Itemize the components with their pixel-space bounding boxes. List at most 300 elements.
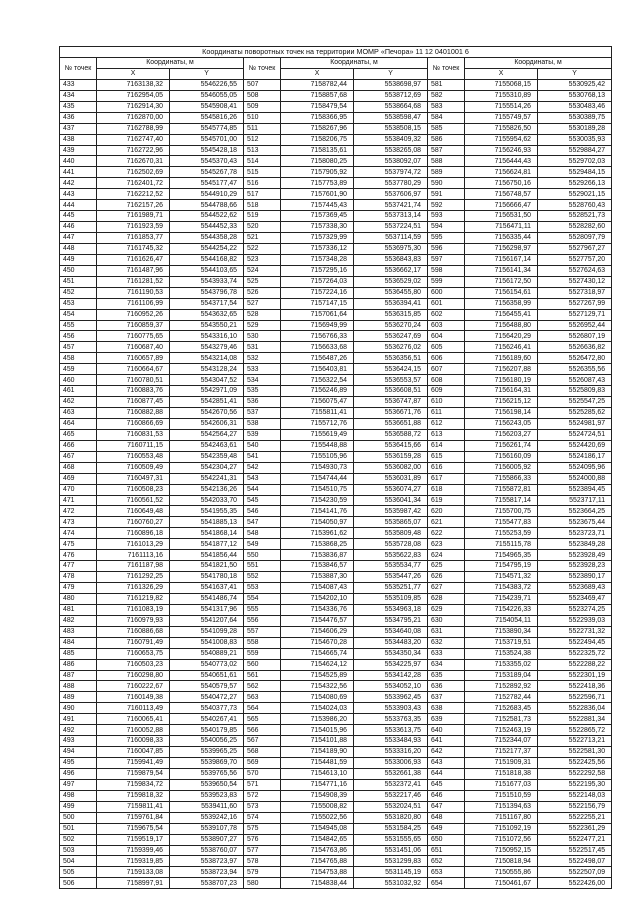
x-coordinate-cell: 7155068,15 [465,79,538,90]
y-coordinate-cell: 5543933,74 [170,276,244,287]
x-coordinate-cell: 7156766,33 [281,331,354,342]
x-coordinate-cell: 7160508,23 [97,484,170,495]
point-number-cell: 495 [60,758,97,769]
point-number-cell: 490 [60,703,97,714]
point-number-cell: 438 [60,134,97,145]
x-coordinate-cell: 7156160,09 [465,451,538,462]
point-number-cell: 614 [428,440,465,451]
x-coordinate-cell: 7156246,89 [281,386,354,397]
y-coordinate-cell: 5525547,25 [538,397,612,408]
y-coordinate-cell: 5542136,26 [170,484,244,495]
table-row [60,495,612,506]
table-row [60,517,612,528]
table-row [60,386,612,397]
x-coordinate-cell: 7160882,88 [97,408,170,419]
y-coordinate-cell: 5535622,83 [354,550,428,561]
point-number-cell: 592 [428,200,465,211]
point-number-cell: 482 [60,615,97,626]
point-number-cell: 632 [428,637,465,648]
y-coordinate-cell: 5538723,97 [170,856,244,867]
y-coordinate-cell: 5523928,49 [538,550,612,561]
point-number-cell: 569 [244,758,281,769]
y-coordinate-cell: 5522939,03 [538,615,612,626]
point-number-cell: 446 [60,222,97,233]
y-coordinate-cell: 5523849,28 [538,539,612,550]
y-coordinate-cell: 5524186,17 [538,451,612,462]
point-number-cell: 448 [60,243,97,254]
y-coordinate-cell: 5527430,12 [538,276,612,287]
table-row [60,703,612,714]
y-coordinate-cell: 5540651,61 [170,670,244,681]
y-coordinate-cell: 5528097,79 [538,233,612,244]
table-row [60,528,612,539]
point-number-cell: 573 [244,801,281,812]
y-coordinate-cell: 5522498,07 [538,856,612,867]
point-number-cell: 477 [60,561,97,572]
x-coordinate-cell: 7155700,75 [465,506,538,517]
table-row [60,583,612,594]
x-coordinate-cell: 7162502,69 [97,167,170,178]
x-coordinate-cell: 7161626,47 [97,254,170,265]
y-coordinate-cell: 5535251,77 [354,583,428,594]
header-point-no: № точек [428,58,465,80]
y-coordinate-cell: 5539965,25 [170,747,244,758]
y-coordinate-cell: 5544522,62 [170,211,244,222]
y-coordinate-cell: 5533316,20 [354,747,428,758]
y-coordinate-cell: 5525285,62 [538,408,612,419]
header-row-1 [60,58,612,69]
header-x: X [97,68,170,79]
point-number-cell: 627 [428,583,465,594]
point-number-cell: 598 [428,265,465,276]
x-coordinate-cell: 7156261,74 [465,440,538,451]
x-coordinate-cell: 7162747,40 [97,134,170,145]
point-number-cell: 527 [244,298,281,309]
y-coordinate-cell: 5526636,82 [538,342,612,353]
y-coordinate-cell: 5545701,00 [170,134,244,145]
y-coordinate-cell: 5538092,07 [354,156,428,167]
x-coordinate-cell: 7158135,61 [281,145,354,156]
point-number-cell: 503 [60,845,97,856]
point-number-cell: 603 [428,320,465,331]
y-coordinate-cell: 5543128,24 [170,364,244,375]
y-coordinate-cell: 5523274,25 [538,604,612,615]
x-coordinate-cell: 7154624,12 [281,659,354,670]
point-number-cell: 566 [244,725,281,736]
y-coordinate-cell: 5541885,13 [170,517,244,528]
header-point-no: № точек [244,58,281,80]
point-number-cell: 516 [244,178,281,189]
x-coordinate-cell: 7162914,30 [97,101,170,112]
y-coordinate-cell: 5522581,30 [538,747,612,758]
point-number-cell: 593 [428,211,465,222]
y-coordinate-cell: 5541317,96 [170,604,244,615]
x-coordinate-cell: 7155954,62 [465,134,538,145]
x-coordinate-cell: 7160877,45 [97,397,170,408]
y-coordinate-cell: 5527318,97 [538,287,612,298]
point-number-cell: 471 [60,495,97,506]
table-row [60,725,612,736]
y-coordinate-cell: 5544788,66 [170,200,244,211]
y-coordinate-cell: 5541877,12 [170,539,244,550]
table-title: Координаты поворотных точек на территории МОМР «Печора» 11 12 0401001 6 [60,47,612,58]
y-coordinate-cell: 5545774,85 [170,123,244,134]
table-row [60,408,612,419]
point-number-cell: 563 [244,692,281,703]
y-coordinate-cell: 5537313,14 [354,211,428,222]
y-coordinate-cell: 5523890,17 [538,572,612,583]
y-coordinate-cell: 5522731,32 [538,626,612,637]
y-coordinate-cell: 5522713,21 [538,736,612,747]
y-coordinate-cell: 5539765,56 [170,768,244,779]
x-coordinate-cell: 7151072,56 [465,834,538,845]
y-coordinate-cell: 5524981,97 [538,418,612,429]
y-coordinate-cell: 5535987,42 [354,506,428,517]
x-coordinate-cell: 7159519,17 [97,834,170,845]
x-coordinate-cell: 7160149,38 [97,692,170,703]
point-number-cell: 599 [428,276,465,287]
y-coordinate-cell: 5533484,93 [354,736,428,747]
y-coordinate-cell: 5538712,69 [354,90,428,101]
point-number-cell: 643 [428,758,465,769]
point-number-cell: 507 [244,79,281,90]
table-row [60,681,612,692]
y-coordinate-cell: 5523894,45 [538,484,612,495]
point-number-cell: 496 [60,768,97,779]
point-number-cell: 541 [244,451,281,462]
x-coordinate-cell: 7155866,33 [465,473,538,484]
point-number-cell: 622 [428,528,465,539]
y-coordinate-cell: 5536041,34 [354,495,428,506]
header-coords: Координаты, м [465,58,612,69]
point-number-cell: 579 [244,867,281,878]
y-coordinate-cell: 5526807,19 [538,331,612,342]
x-coordinate-cell: 7150818,94 [465,856,538,867]
y-coordinate-cell: 5541821,50 [170,561,244,572]
y-coordinate-cell: 5545370,43 [170,156,244,167]
header-x: X [465,68,538,79]
x-coordinate-cell: 7160664,67 [97,364,170,375]
table-row [60,878,612,889]
x-coordinate-cell: 7157295,16 [281,265,354,276]
y-coordinate-cell: 5526952,44 [538,320,612,331]
y-coordinate-cell: 5536394,41 [354,298,428,309]
point-number-cell: 440 [60,156,97,167]
x-coordinate-cell: 7160775,65 [97,331,170,342]
point-number-cell: 443 [60,189,97,200]
x-coordinate-cell: 7154670,28 [281,637,354,648]
x-coordinate-cell: 7156487,26 [281,353,354,364]
x-coordinate-cell: 7157445,43 [281,200,354,211]
y-coordinate-cell: 5527624,63 [538,265,612,276]
y-coordinate-cell: 5522255,21 [538,812,612,823]
point-number-cell: 499 [60,801,97,812]
point-number-cell: 551 [244,561,281,572]
point-number-cell: 508 [244,90,281,101]
point-number-cell: 648 [428,812,465,823]
x-coordinate-cell: 7157601,90 [281,189,354,200]
point-number-cell: 526 [244,287,281,298]
y-coordinate-cell: 5538508,15 [354,123,428,134]
point-number-cell: 548 [244,528,281,539]
x-coordinate-cell: 7163138,32 [97,79,170,90]
point-number-cell: 557 [244,626,281,637]
table-row [60,768,612,779]
x-coordinate-cell: 7160896,18 [97,528,170,539]
x-coordinate-cell: 7155022,56 [281,812,354,823]
point-number-cell: 463 [60,408,97,419]
x-coordinate-cell: 7160561,52 [97,495,170,506]
point-number-cell: 631 [428,626,465,637]
x-coordinate-cell: 7160791,49 [97,637,170,648]
y-coordinate-cell: 5544452,33 [170,222,244,233]
point-number-cell: 609 [428,386,465,397]
point-number-cell: 582 [428,90,465,101]
y-coordinate-cell: 5530925,42 [538,79,612,90]
x-coordinate-cell: 7161853,77 [97,233,170,244]
point-number-cell: 531 [244,342,281,353]
y-coordinate-cell: 5534052,10 [354,681,428,692]
y-coordinate-cell: 5536608,51 [354,386,428,397]
point-number-cell: 581 [428,79,465,90]
point-number-cell: 540 [244,440,281,451]
x-coordinate-cell: 7154571,32 [465,572,538,583]
y-coordinate-cell: 5544254,22 [170,243,244,254]
x-coordinate-cell: 7162722,96 [97,145,170,156]
table-row [60,736,612,747]
y-coordinate-cell: 5535865,07 [354,517,428,528]
point-number-cell: 434 [60,90,97,101]
x-coordinate-cell: 7154753,88 [281,867,354,878]
point-number-cell: 628 [428,593,465,604]
point-number-cell: 510 [244,112,281,123]
x-coordinate-cell: 7154024,03 [281,703,354,714]
point-number-cell: 476 [60,550,97,561]
y-coordinate-cell: 5527129,71 [538,309,612,320]
y-coordinate-cell: 5523689,43 [538,583,612,594]
point-number-cell: 506 [60,878,97,889]
y-coordinate-cell: 5536031,89 [354,473,428,484]
y-coordinate-cell: 5530768,13 [538,90,612,101]
point-number-cell: 535 [244,386,281,397]
point-number-cell: 480 [60,593,97,604]
x-coordinate-cell: 7153524,38 [465,648,538,659]
x-coordinate-cell: 7156172,50 [465,276,538,287]
y-coordinate-cell: 5538760,07 [170,845,244,856]
y-coordinate-cell: 5530035,93 [538,134,612,145]
y-coordinate-cell: 5534483,20 [354,637,428,648]
point-number-cell: 542 [244,462,281,473]
x-coordinate-cell: 7156246,93 [465,145,538,156]
x-coordinate-cell: 7151510,59 [465,790,538,801]
y-coordinate-cell: 5529266,13 [538,178,612,189]
x-coordinate-cell: 7160859,37 [97,320,170,331]
title-row [60,47,612,58]
x-coordinate-cell: 7153846,57 [281,561,354,572]
table-row [60,615,612,626]
y-coordinate-cell: 5522301,19 [538,670,612,681]
y-coordinate-cell: 5537114,59 [354,233,428,244]
x-coordinate-cell: 7156471,11 [465,222,538,233]
point-number-cell: 519 [244,211,281,222]
point-number-cell: 588 [428,156,465,167]
y-coordinate-cell: 5529021,15 [538,189,612,200]
point-number-cell: 497 [60,779,97,790]
x-coordinate-cell: 7156666,47 [465,200,538,211]
x-coordinate-cell: 7161013,29 [97,539,170,550]
y-coordinate-cell: 5522325,72 [538,648,612,659]
x-coordinate-cell: 7161745,32 [97,243,170,254]
table-row [60,254,612,265]
point-number-cell: 491 [60,714,97,725]
x-coordinate-cell: 7154230,59 [281,495,354,506]
y-coordinate-cell: 5531032,92 [354,878,428,889]
y-coordinate-cell: 5544168,82 [170,254,244,265]
x-coordinate-cell: 7160047,85 [97,747,170,758]
x-coordinate-cell: 7154141,76 [281,506,354,517]
point-number-cell: 619 [428,495,465,506]
y-coordinate-cell: 5543214,08 [170,353,244,364]
x-coordinate-cell: 7156322,54 [281,375,354,386]
x-coordinate-cell: 7161281,52 [97,276,170,287]
point-number-cell: 553 [244,583,281,594]
x-coordinate-cell: 7162954,05 [97,90,170,101]
x-coordinate-cell: 7154613,10 [281,768,354,779]
table-row [60,834,612,845]
y-coordinate-cell: 5536651,88 [354,418,428,429]
table-row [60,331,612,342]
point-number-cell: 623 [428,539,465,550]
point-number-cell: 647 [428,801,465,812]
y-coordinate-cell: 5523675,44 [538,517,612,528]
table-row [60,550,612,561]
point-number-cell: 565 [244,714,281,725]
x-coordinate-cell: 7153355,02 [465,659,538,670]
x-coordinate-cell: 7154015,96 [281,725,354,736]
point-number-cell: 556 [244,615,281,626]
y-coordinate-cell: 5531451,06 [354,845,428,856]
y-coordinate-cell: 5539242,16 [170,812,244,823]
point-number-cell: 529 [244,320,281,331]
x-coordinate-cell: 7157147,15 [281,298,354,309]
table-row [60,418,612,429]
table-row [60,200,612,211]
x-coordinate-cell: 7160222,67 [97,681,170,692]
document-page [59,46,611,889]
point-number-cell: 635 [428,670,465,681]
table-row [60,648,612,659]
y-coordinate-cell: 5536424,15 [354,364,428,375]
y-coordinate-cell: 5527267,99 [538,298,612,309]
y-coordinate-cell: 5522288,22 [538,659,612,670]
y-coordinate-cell: 5530389,75 [538,112,612,123]
y-coordinate-cell: 5540267,41 [170,714,244,725]
point-number-cell: 612 [428,418,465,429]
x-coordinate-cell: 7153887,30 [281,572,354,583]
y-coordinate-cell: 5536671,76 [354,408,428,419]
point-number-cell: 608 [428,375,465,386]
x-coordinate-cell: 7156189,60 [465,353,538,364]
x-coordinate-cell: 7160657,89 [97,353,170,364]
point-number-cell: 452 [60,287,97,298]
point-number-cell: 574 [244,812,281,823]
table-row [60,856,612,867]
x-coordinate-cell: 7156141,34 [465,265,538,276]
y-coordinate-cell: 5527757,20 [538,254,612,265]
table-row [60,145,612,156]
point-number-cell: 615 [428,451,465,462]
x-coordinate-cell: 7154510,75 [281,484,354,495]
x-coordinate-cell: 7154054,11 [465,615,538,626]
point-number-cell: 454 [60,309,97,320]
y-coordinate-cell: 5522148,03 [538,790,612,801]
point-number-cell: 600 [428,287,465,298]
y-coordinate-cell: 5531820,80 [354,812,428,823]
point-number-cell: 437 [60,123,97,134]
y-coordinate-cell: 5542851,41 [170,397,244,408]
x-coordinate-cell: 7155105,96 [281,451,354,462]
x-coordinate-cell: 7156624,81 [465,167,538,178]
y-coordinate-cell: 5526087,43 [538,375,612,386]
point-number-cell: 606 [428,353,465,364]
point-number-cell: 626 [428,572,465,583]
point-number-cell: 577 [244,845,281,856]
y-coordinate-cell: 5540179,85 [170,725,244,736]
point-number-cell: 479 [60,583,97,594]
x-coordinate-cell: 7158782,44 [281,79,354,90]
x-coordinate-cell: 7160649,48 [97,506,170,517]
point-number-cell: 639 [428,714,465,725]
point-number-cell: 595 [428,233,465,244]
point-number-cell: 522 [244,243,281,254]
x-coordinate-cell: 7159319,85 [97,856,170,867]
x-coordinate-cell: 7153890,34 [465,626,538,637]
y-coordinate-cell: 5541207,64 [170,615,244,626]
y-coordinate-cell: 5541856,44 [170,550,244,561]
x-coordinate-cell: 7156005,92 [465,462,538,473]
x-coordinate-cell: 7156243,05 [465,418,538,429]
point-number-cell: 460 [60,375,97,386]
point-number-cell: 456 [60,331,97,342]
x-coordinate-cell: 7160653,75 [97,648,170,659]
x-coordinate-cell: 7154481,59 [281,758,354,769]
point-number-cell: 564 [244,703,281,714]
point-number-cell: 586 [428,134,465,145]
y-coordinate-cell: 5524420,69 [538,440,612,451]
y-coordinate-cell: 5543550,21 [170,320,244,331]
point-number-cell: 528 [244,309,281,320]
y-coordinate-cell: 5522418,36 [538,681,612,692]
y-coordinate-cell: 5544103,65 [170,265,244,276]
point-number-cell: 621 [428,517,465,528]
point-number-cell: 501 [60,823,97,834]
x-coordinate-cell: 7160553,48 [97,451,170,462]
x-coordinate-cell: 7159133,08 [97,867,170,878]
x-coordinate-cell: 7156335,44 [465,233,538,244]
y-coordinate-cell: 5545908,41 [170,101,244,112]
table-row [60,758,612,769]
table-row [60,692,612,703]
point-number-cell: 546 [244,506,281,517]
point-number-cell: 524 [244,265,281,276]
x-coordinate-cell: 7151677,03 [465,779,538,790]
y-coordinate-cell: 5534225,97 [354,659,428,670]
y-coordinate-cell: 5540377,73 [170,703,244,714]
point-number-cell: 646 [428,790,465,801]
table-body [60,79,612,888]
x-coordinate-cell: 7154930,73 [281,462,354,473]
table-row [60,233,612,244]
